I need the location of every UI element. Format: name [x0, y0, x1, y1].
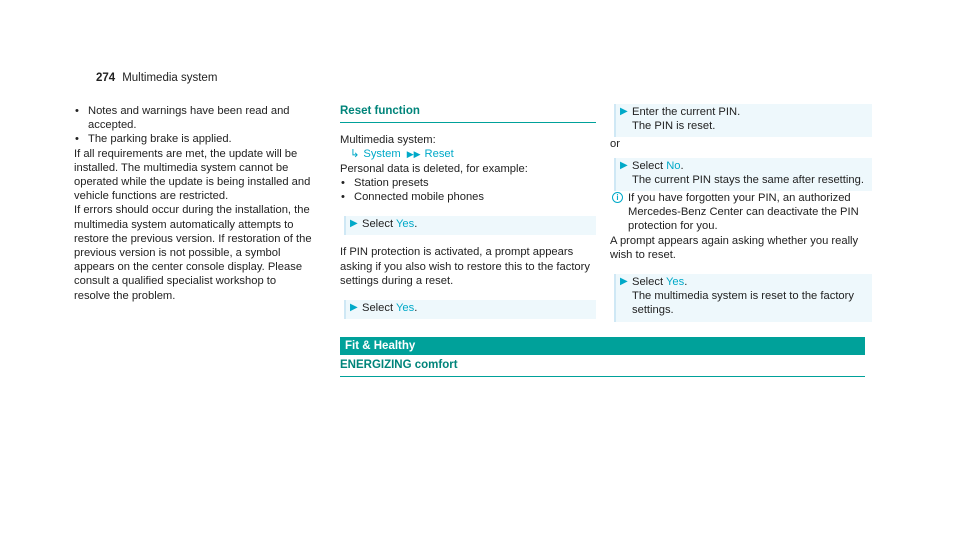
- section-bar: Fit & Healthy: [340, 337, 865, 355]
- column-right: [610, 104, 872, 322]
- subsection-heading: ENERGIZING comfort: [340, 358, 865, 377]
- or-text: or: [610, 138, 620, 151]
- menu-system-link[interactable]: System: [363, 148, 401, 161]
- personal-data-text: Personal data is deleted, for example:: [340, 162, 528, 175]
- step-select-yes-2: ▶ Select Yes.: [344, 300, 596, 319]
- list-item: • Notes and warnings have been read and accepted.: [74, 104, 314, 132]
- menu-path: [340, 147, 596, 161]
- page-header: [96, 71, 217, 85]
- error-paragraph: If errors should occur during the installation, the multimedia system automatically attempts to restore the previous version. If restoration of the previous version is not possible, a symbol appears on the center console display. Please consult a qualified specialist workshop to resolve the problem.: [74, 204, 312, 302]
- page-number: 274: [96, 72, 116, 84]
- yes-option[interactable]: Yes: [666, 276, 685, 289]
- column-left: [74, 104, 314, 303]
- nav-arrow-icon: ↳: [350, 148, 360, 161]
- update-paragraph: If all requirements are met, the update will be installed. The multimedia system cannot be operated while the update is being installed and vehicle functions are restricted.: [74, 147, 311, 203]
- step-label: Select: [362, 218, 394, 231]
- menu-reset-link[interactable]: Reset: [424, 148, 454, 161]
- column-middle: [340, 104, 596, 319]
- triangle-right-icon: ▶: [350, 302, 358, 314]
- yes-option[interactable]: Yes: [396, 218, 415, 231]
- page-title: Multimedia system: [122, 72, 218, 84]
- triangle-right-icon: ▶: [620, 276, 628, 288]
- step-result: The current PIN stays the same after resetting.: [632, 173, 864, 186]
- step-select-yes-3: ▶ Select Yes. The multimedia system is reset to the factory settings.: [614, 274, 872, 322]
- step-label: Select: [632, 276, 664, 289]
- step-text: Enter the current PIN.: [632, 106, 741, 118]
- list-item: • Station presets: [340, 176, 596, 190]
- menu-intro: Multimedia system:: [340, 134, 436, 147]
- step-label: Select: [362, 302, 394, 315]
- info-icon: i: [612, 192, 623, 203]
- triangle-right-icon: ▶: [620, 159, 628, 171]
- list-item: • Connected mobile phones: [340, 190, 596, 204]
- step-result: The multimedia system is reset to the factory settings.: [632, 290, 854, 317]
- triangle-right-icon: ▶: [620, 106, 628, 117]
- pin-paragraph: If PIN protection is activated, a prompt appears asking if you also wish to restore this to the factory settings during a reset.: [340, 246, 590, 287]
- step-select-yes: ▶ Select Yes.: [344, 216, 596, 235]
- reset-function-heading: Reset function: [340, 104, 596, 123]
- prompt-paragraph: A prompt appears again asking whether you really wish to reset.: [610, 234, 859, 261]
- double-chevron-icon: ▶▶: [406, 149, 421, 160]
- triangle-right-icon: ▶: [350, 218, 358, 230]
- step-enter-pin: [614, 104, 872, 137]
- list-item: • The parking brake is applied.: [74, 132, 314, 146]
- yes-option[interactable]: Yes: [396, 302, 415, 315]
- step-label: Select: [632, 159, 664, 172]
- info-note: [610, 191, 872, 234]
- step-select-no: ▶ Select No. The current PIN stays the same after resetting.: [614, 158, 872, 191]
- no-option[interactable]: No: [666, 159, 681, 172]
- step-result: The PIN is reset.: [632, 120, 716, 133]
- info-text: If you have forgotten your PIN, an authorized Mercedes-Benz Center can deactivate the PIN protection for you.: [628, 192, 859, 233]
